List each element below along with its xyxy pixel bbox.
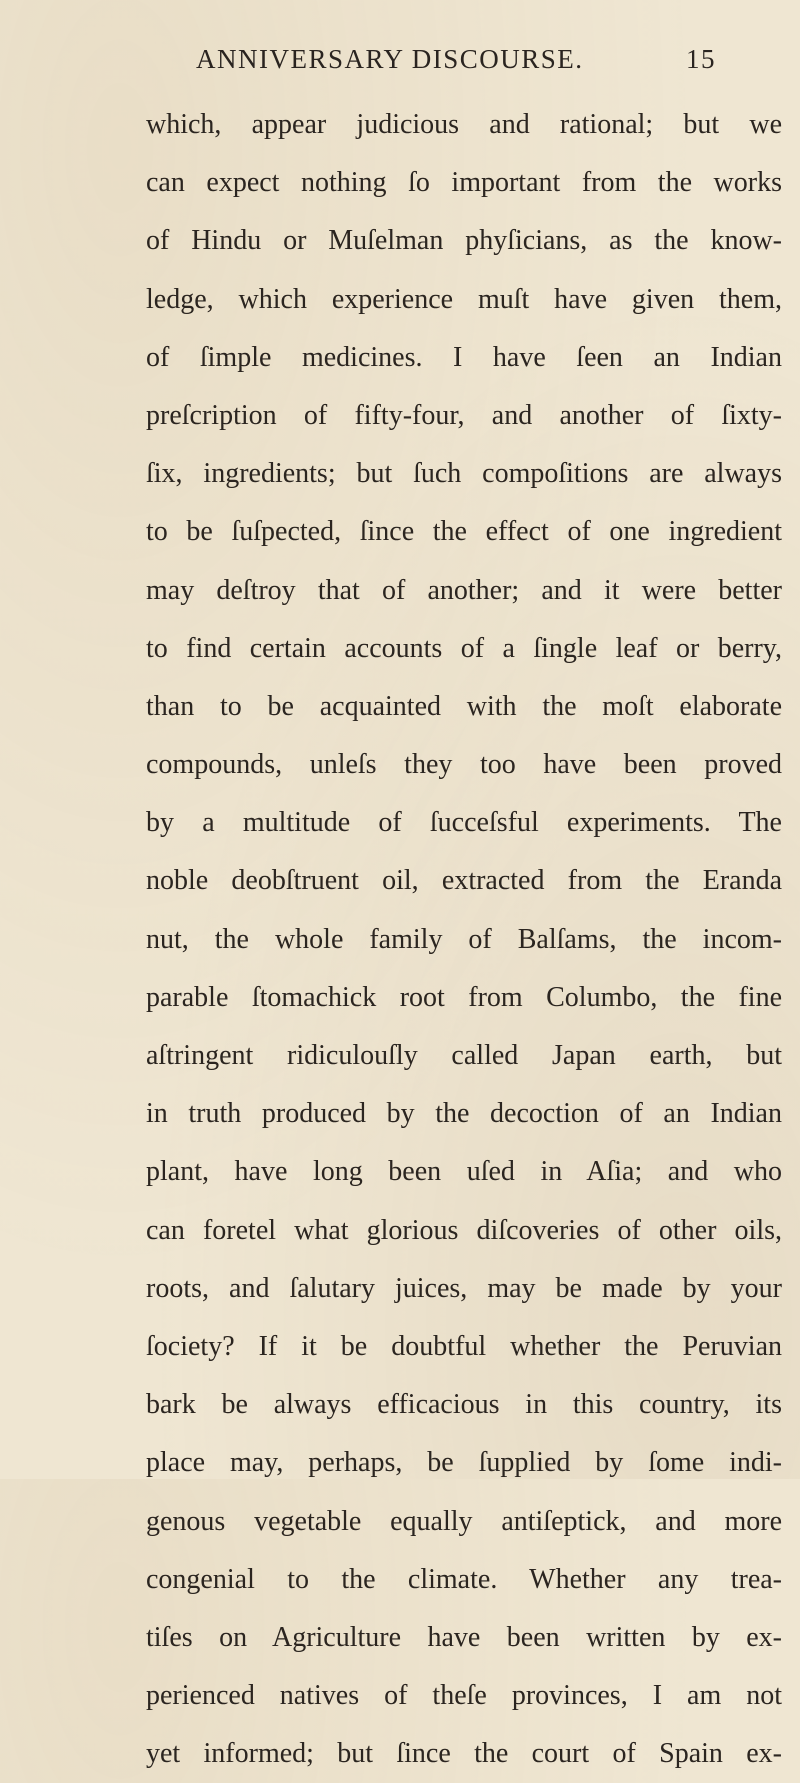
text-line: to be ſuſpected, ſince the effect of one ingredient	[146, 516, 782, 548]
text-line: may deſtroy that of another; and it were better	[146, 574, 782, 606]
text-line: ſix, ingredients; but ſuch compoſitions are always	[146, 458, 782, 490]
text-line: compounds, unleſs they too have been proved	[146, 749, 782, 781]
text-line: noble deobſtruent oil, extracted from the Eranda	[146, 865, 782, 897]
text-line: yet informed; but ſince the court of Spain ex-	[146, 1738, 782, 1770]
text-line: can expect nothing ſo important from the works	[146, 167, 782, 199]
text-line: nut, the whole family of Balſams, the incom-	[146, 923, 782, 955]
text-line: place may, perhaps, be ſupplied by ſome indi-	[146, 1447, 782, 1479]
text-line: of ſimple medicines. I have ſeen an Indian	[146, 341, 782, 373]
text-line: of Hindu or Muſelman phyſicians, as the know-	[146, 225, 782, 257]
text-line: perienced natives of theſe provinces, I am not	[146, 1680, 782, 1712]
text-line: roots, and ſalutary juices, may be made by your	[146, 1272, 782, 1304]
running-head	[196, 44, 716, 80]
text-line: which, appear judicious and rational; but we	[146, 109, 782, 140]
text-line: to find certain accounts of a ſingle leaf or berry,	[146, 632, 782, 664]
running-title: ANNIVERSARY DISCOURSE.	[196, 44, 584, 74]
text-line: plant, have long been uſed in Aſia; and who	[146, 1156, 782, 1188]
page-number: 15	[686, 44, 716, 74]
text-line: tiſes on Agriculture have been written by ex-	[146, 1621, 782, 1653]
text-line: congenial to the climate. Whether any trea-	[146, 1563, 782, 1595]
text-line: parable ſtomachick root from Columbo, the fine	[146, 981, 782, 1013]
text-line: by a multitude of ſucceſsful experiments. The	[146, 807, 782, 839]
text-line: in truth produced by the decoction of an Indian	[146, 1098, 782, 1130]
text-line: can foretel what glorious diſcoveries of other oils,	[146, 1214, 782, 1246]
text-line: than to be acquainted with the moſt elaborate	[146, 690, 782, 722]
text-line: ſociety? If it be doubtful whether the Peruvian	[146, 1330, 782, 1362]
text-line: genous vegetable equally antiſeptick, and more	[146, 1505, 782, 1537]
text-line: aſtringent ridiculouſly called Japan earth, but	[146, 1040, 782, 1071]
text-line: bark be always efficacious in this country, its	[146, 1389, 782, 1421]
body-text	[146, 96, 782, 1783]
text-line: preſcription of fifty-four, and another of ſixty-	[146, 399, 782, 431]
text-line: ledge, which experience muſt have given them,	[146, 283, 782, 315]
